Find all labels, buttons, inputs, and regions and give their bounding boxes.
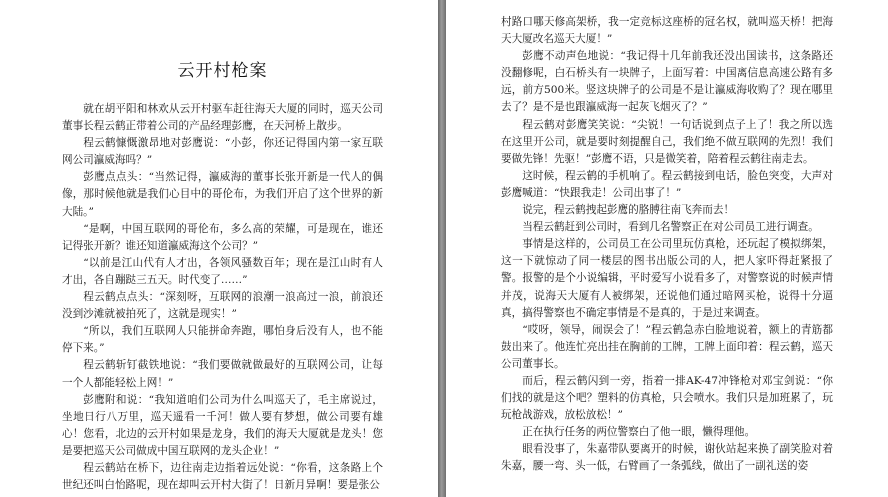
paragraph: 程云鹤对彭鹰笑笑说：“尖锐！一句话说到点子上了！我之所以选在这里开公司，就是要时刻提醒自己，我们绝不做互联网的先烈！我们要做先锋！先驱！”彭鹰不语，只是微笑着，陪着程云鹤往南走去。 bbox=[501, 118, 833, 165]
paragraph: 这时候，程云鹤的手机响了。程云鹤接到电话，脸色突变，大声对彭鹰喊道：“快跟我走！公司出事了！” bbox=[501, 169, 833, 199]
left-page bbox=[0, 0, 438, 497]
paragraph: “哎呀，领导，闹误会了！”程云鹤急赤白脸地说着，额上的青筋都鼓出来了。他连忙亮出挂在胸前的工牌，工牌上面印着：程云鹤，巡天公司董事长。 bbox=[501, 323, 833, 370]
paragraph: 程云鹤斩钉截铁地说：“我们要做就做最好的互联网公司，让每一个人都能轻松上网！” bbox=[62, 359, 383, 389]
paragraph: “是啊，中国互联网的哥伦布，多么高的荣耀，可是现在，谁还记得张开新？谁还知道瀛威海这个公司？” bbox=[62, 222, 383, 252]
paragraph: 程云鹤点点头：“深刻呀，互联网的浪潮一浪高过一浪，前浪还没到沙滩就被拍死了，这就是现实！” bbox=[62, 291, 383, 321]
paragraph: 正在执行任务的两位警察白了他一眼，懒得理他。 bbox=[522, 426, 756, 439]
chapter-title: 云开村枪案 bbox=[177, 61, 268, 81]
right-page bbox=[446, 0, 888, 497]
paragraph: 就在胡平阳和林欢从云开村驱车赶往海天大厦的同时，巡天公司董事长程云鹤正带着公司的产品经理彭鹰，在天河桥上散步。 bbox=[62, 103, 383, 133]
continued-paragraph: 村路口哪天修高架桥，我一定竞标这座桥的冠名权，就叫巡天桥！把海天大厦改名巡天大厦！” bbox=[501, 16, 833, 46]
paragraph: 事情是这样的，公司员工在公司里玩仿真枪，还玩起了模拟绑架，这一下就惊动了同一楼层的图书出版公司的人，把人家吓得赶紧报了警。报警的是个小说编辑，平时爱写小说看多了，对警察说的时候声情并茂，说海天大厦有人被绑架，还说他们通过暗网买枪，说得十分逼真，搞得警察也不确定事情是不是真的，于是过来调查。 bbox=[501, 238, 833, 319]
paragraph: 程云鹤慷慨激昂地对彭鹰说：“小彭，你还记得国内第一家互联网公司瀛威海吗？” bbox=[62, 137, 383, 167]
paragraph: 彭鹰点点头：“当然记得，瀛威海的董事长张开新是一代人的偶像，那时候他就是我们心目中的哥伦布，为我们开启了这个世界的新大陆。” bbox=[62, 171, 383, 218]
paragraph: 眼看没事了，朱嘉带队要离开的时候，谢伙站起来换了副笑脸对着朱嘉，腰一弯、头一低，右臂画了一条弧线，做出了一副礼送的姿 bbox=[501, 443, 833, 473]
paragraph: 而后，程云鹤闪到一旁，指着一排AK-47冲锋枪对邓宝剑说：“你们找的就是这个吧？塑料的仿真枪，只会喷水。我们只是加班累了，玩玩枪战游戏，放松放松！” bbox=[501, 374, 833, 422]
paragraph: 程云鹤站在桥下，边往南走边指着远处说：“你看，这条路上个世纪还叫白怡路呢，现在却叫云开村大街了！日新月异啊！要是张公 bbox=[62, 461, 383, 492]
paragraph: 说完，程云鹤拽起彭鹰的胳膊往南飞奔而去！ bbox=[522, 204, 735, 217]
paragraph: 彭鹰不动声色地说：“我记得十几年前我还没出国读书，这条路还没翻修呢，白石桥头有一块牌子，上面写着：中国离信息高速公路有多远，前方500米。竖这块牌子的公司是不是让瀛威海收购了？现在哪里去了？是不是也跟瀛威海一起灰飞烟灭了？” bbox=[501, 50, 833, 114]
paragraph: 当程云鹤赶到公司时，看到几名警察正在对公司员工进行调查。 bbox=[522, 221, 819, 234]
page-gutter bbox=[438, 0, 446, 497]
paragraph: “以前是江山代有人才出，各领风骚数百年；现在是江山时有人才出，各自蹦跶三五天。时代变了……” bbox=[62, 256, 383, 286]
paragraph: 彭鹰附和说：“我知道咱们公司为什么叫巡天了，毛主席说过，坐地日行八万里，巡天遥看一千河！做人要有梦想，做公司要有雄心！您看，北边的云开村如果是龙身，我们的海天大厦就是龙头！您是要把巡天公司做成中国互联网的龙头企业！” bbox=[62, 393, 383, 457]
paragraph: “所以，我们互联网人只能拼命奔跑，哪怕身后没有人，也不能停下来。” bbox=[62, 325, 383, 355]
